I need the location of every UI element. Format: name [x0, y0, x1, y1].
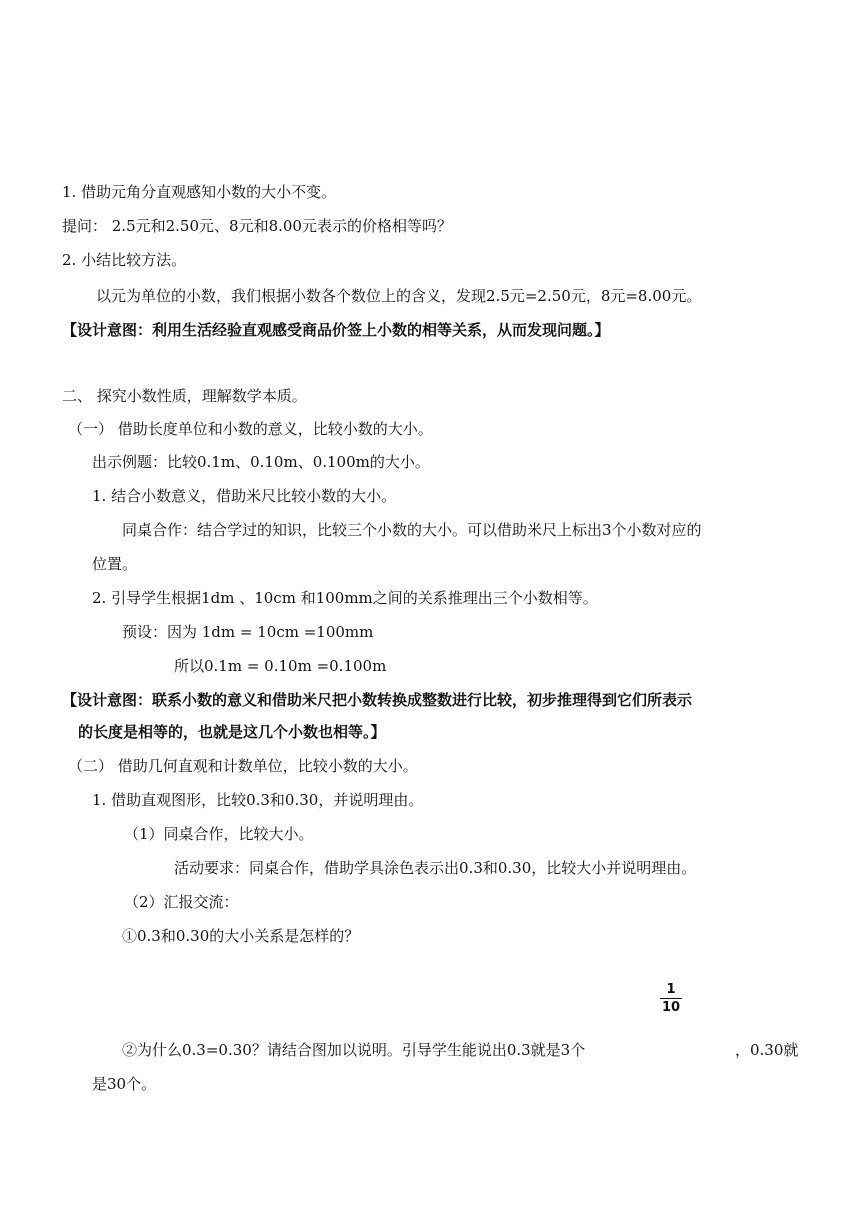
fraction-bar — [660, 998, 682, 999]
fraction-one-tenth — [654, 982, 688, 1015]
question-line: 提问： 2.5元和2.50元、8元和8.00元表示的价格相等吗？ — [62, 217, 452, 235]
design-intent-1: 【设计意图：利用生活经验直观感受商品价签上小数的相等关系，从而发现问题。】 — [62, 321, 610, 339]
sub-step-1: （1）同桌合作，比较大小。 — [124, 825, 314, 843]
pair-work-line-cont: 位置。 — [92, 555, 138, 573]
design-intent-2: 【设计意图：联系小数的意义和借助米尺把小数转换成整数进行比较，初步推理得到它们所表示 — [62, 691, 693, 709]
step-2: 2. 引导学生根据1dm 、10cm 和100mm之间的关系推理出三个小数相等。 — [92, 589, 598, 607]
question-circle-1: ①0.3和0.30的大小关系是怎样的？ — [122, 927, 360, 945]
question-circle-2-cont: 是30个。 — [92, 1075, 157, 1093]
fraction-numerator: 1 — [666, 982, 676, 997]
item-1: 1. 借助元角分直观感知小数的大小不变。 — [62, 183, 337, 201]
item-2: 2. 小结比较方法。 — [62, 251, 187, 269]
question-circle-2-tail: ，0.30就 — [735, 1041, 799, 1059]
activity-requirement: 活动要求：同桌合作，借助学具涂色表示出0.3和0.30，比较大小并说明理由。 — [174, 859, 697, 877]
therefore-line: 所以0.1m = 0.10m =0.100m — [174, 657, 387, 675]
design-intent-2-cont: 的长度是相等的，也就是这几个小数也相等。】 — [78, 723, 386, 741]
question-circle-2: ②为什么0.3=0.30？请结合图加以说明。引导学生能说出0.3就是3个 — [122, 1041, 586, 1059]
example-line: 出示例题：比较0.1m、0.10m、0.100m的大小。 — [92, 453, 430, 471]
fraction-denominator: 10 — [661, 1000, 681, 1015]
step-1: 1. 结合小数意义，借助米尺比较小数的大小。 — [92, 487, 397, 505]
subsection-2: （二） 借助几何直观和计数单位，比较小数的大小。 — [68, 757, 418, 775]
preset-line: 预设：因为 1dm = 10cm =100mm — [122, 623, 374, 641]
sub-step-2: （2）汇报交流： — [124, 893, 239, 911]
subsection-1: （一） 借助长度单位和小数的意义，比较小数的大小。 — [68, 420, 433, 438]
summary-paragraph: 以元为单位的小数，我们根据小数各个数位上的含义，发现2.5元=2.50元，8元=8.00元。 — [96, 287, 702, 305]
step-1-geometry: 1. 借助直观图形，比较0.3和0.30，并说明理由。 — [92, 791, 424, 809]
pair-work-line: 同桌合作：结合学过的知识，比较三个小数的大小。可以借助米尺上标出3个小数对应的 — [122, 521, 702, 539]
section-heading-2: 二、 探究小数性质，理解数学本质。 — [62, 387, 307, 405]
